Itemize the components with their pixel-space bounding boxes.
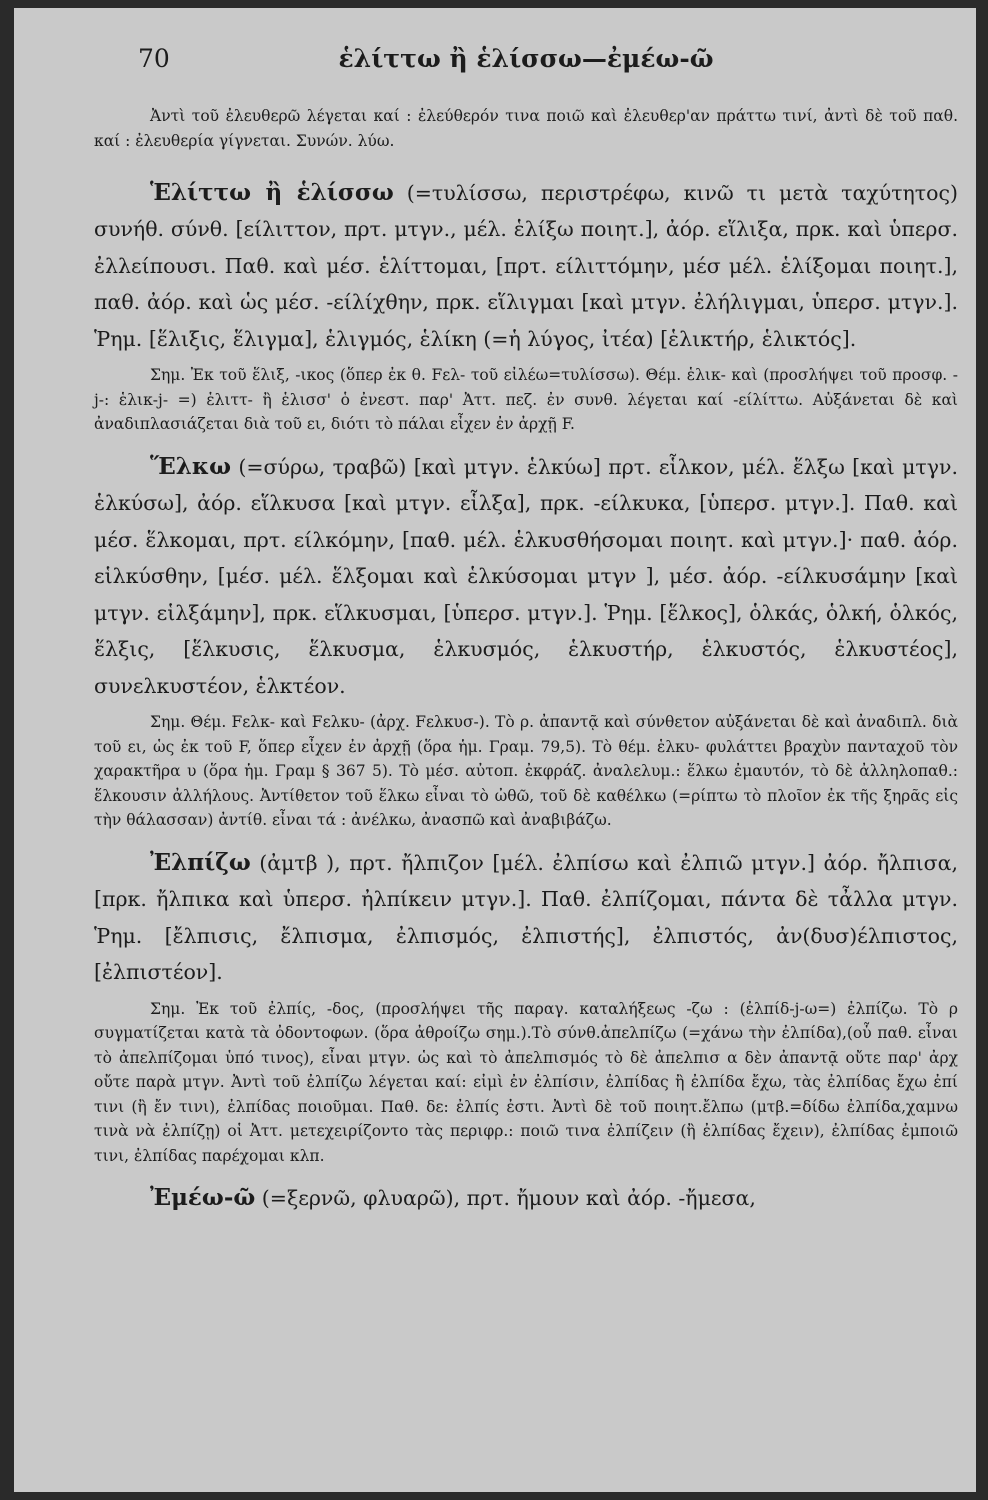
entry-lemma: Ἐλπίζω [150,848,251,876]
running-head: ἑλίττω ἢ ἑλίσσω—ἐμέω-ῶ [338,44,714,73]
entry-lemma: Ἑλίττω ἢ ἑλίσσω [150,178,394,206]
entry-body: Ἑλίττω ἢ ἑλίσσω (=τυλίσσω, περιστρέφω, κινῶ τι μετὰ ταχύτητος) συνήθ. σύνθ. [είλιττον, πρτ. μτγν., μέλ. ἑλίξω ποιητ.], ἀόρ. εἵλιξα, πρκ. καὶ ὑπερσ. ἐλλείπουσι. Παθ. καὶ μέσ. ἑλίττομαι, [πρτ. είλιττόμην, μέσ μέλ. ἑλίξομαι ποιητ.], παθ. ἀόρ. καὶ ὡς μέσ. -είλίχθην, πρκ. εἵλιγμαι [καὶ μτγν. ἐλήλιγμαι, ὑπερσ. μτγν.]. Ῥημ. [ἕλιξις, ἕλιγμα], ἑλιγμός, ἑλίκη (=ἡ λύγος, ἰτέα) [ἑλικτήρ, ἑλικτός]. [94,178,958,351]
entry-body: Ἐμέω-ῶ (=ξερνῶ, φλυαρῶ), πρτ. ἤμουν καὶ ἀόρ. -ἤμεσα, [150,1184,756,1211]
entry-elitto [94,175,958,437]
entry-note: Σημ. Ἐκ τοῦ ἐλπίς, -δος, (προσλήψει τῆς παραγ. καταλήξεως -ζω : (ἐλπίδ-j-ω=) ἐλπίζω. Τὸ ρ συγματίζεται κατὰ τὰ ὀδοντοφων. (ὅρα ἀθροίζω σημ.).Τὸ σύνθ.ἀπελπίζω (=χάνω τὴν ἐλπίδα),(οὗ παθ. εἶναι τὸ ἀπελπίζομαι ὑπό τινος), εἶναι μτγν. ὡς καὶ τὸ ἀπελπισμός τὸ δὲ ἀπελπισ α δὲν ἀπαντᾷ οὔτε παρ' ἀρχ οὔτε παρὰ μτγν. Ἀντὶ τοῦ ἐλπίζω λέγεται καί: εἰμὶ ἐν ἐλπίσιν, ἐλπίδας ἢ ἐλπίδα ἔχω, τὰς ἐλπίδας ἔχω ἐπί τινι (ἢ ἔν τινι), ἐλπίδας ποιοῦμαι. Παθ. δε: ἐλπίς ἐστι. Ἀντὶ δὲ τοῦ ποιητ.ἔλπω (μτβ.=δίδω ἐλπίδα,χαμνω τινὰ νὰ ἐλπίζῃ) οἱ Ἀττ. μετεχειρίζοντο τὰς περιφρ.: ποιῶ τινα ἐλπίζειν (ἢ ἐλπίδας ἔχειν), ἐλπίδας ἐμποιῶ τινι, ἐλπίδας παρέχομαι κλπ. [94,999,958,1165]
page-header [94,44,958,84]
page-number: 70 [138,44,170,73]
entry-lemma: Ἐμέω-ῶ [150,1184,256,1211]
entry-lemma: Ἕλκω [150,452,232,480]
intro-note: Ἀντὶ τοῦ ἐλευθερῶ λέγεται καί : ἐλεύθερόν τινα ποιῶ καὶ ἐλευθερ'αν πράττω τινί, ἀντὶ δὲ τοῦ παθ. καί : ἐλευθερία γίγνεται. Συνών. λύω. [94,107,958,150]
entry-body: Ἐλπίζω (ἀμτβ ), πρτ. ἤλπιζον [μέλ. ἐλπίσω καὶ ἐλπιῶ μτγν.] ἀόρ. ἤλπισα, [πρκ. ἤλπικα καὶ ὑπερσ. ἠλπίκειν μτγν.]. Παθ. ἐλπίζομαι, πάντα δὲ τἆλλα μτγν. Ῥημ. [ἔλπισις, ἔλπισμα, ἐλπισμός, ἐλπιστής], ἐλπιστός, ἀν(δυσ)έλπιστος, [ἐλπιστέον]. [94,848,958,984]
dictionary-page [14,8,976,1492]
entry-emeo [94,1180,958,1217]
entry-body: Ἕλκω (=σύρω, τραβῶ) [καὶ μτγν. ἑλκύω] πρτ. εἷλκον, μέλ. ἕλξω [καὶ μτγν. ἑλκύσω], ἀόρ. εἵλκυσα [καὶ μτγν. εἷλξα], πρκ. -είλκυκα, [ὑπερσ. μτγν.]. Παθ. καὶ μέσ. ἕλκομαι, πρτ. είλκόμην, [παθ. μέλ. ἑλκυσθήσομαι ποιητ. καὶ μτγν.]· παθ. ἀόρ. εἱλκύσθην, [μέσ. μέλ. ἕλξομαι καὶ ἑλκύσομαι μτγν ], μέσ. ἀόρ. -είλκυσάμην [καὶ μτγν. εἱλξάμην], πρκ. εἵλκυσμαι, [ὑπερσ. μτγν.]. Ῥημ. [ἕλκος], ὁλκάς, ὁλκή, ὁλκός, ἕλξις, [ἕλκυσις, ἕλκυσμα, ἑλκυσμός, ἑλκυστήρ, ἑλκυστός, ἑλκυστέος], συνελκυστέον, ἑλκτέον. [94,452,958,698]
entry-elpizo [94,845,958,1169]
entry-note: Σημ. Θέμ. Fελκ- καὶ Fελκυ- (ἀρχ. Fελκυσ-). Τὸ ρ. ἀπαντᾷ καὶ σύνθετον αὐξάνεται δὲ καὶ ἀναδιπλ. διὰ τοῦ ει, ὡς ἐκ τοῦ F, ὅπερ εἶχεν ἐν ἀρχῇ (ὅρα ἡμ. Γραμ. 79,5). Τὸ θέμ. ἑλκυ- φυλάττει βραχὺν πανταχοῦ τὸν χαρακτῆρα υ (ὅρα ἡμ. Γραμ § 367 5). Τὸ μέσ. αὐτοπ. ἐκφράζ. ἀναλελυμ.: ἕλκω ἐμαυτόν, τὸ δὲ ἀλληλοπαθ.: ἕλκουσιν ἀλλήλους. Ἀντίθετον τοῦ ἕλκω εἶναι τὸ ὠθῶ, τοῦ δὲ καθέλκω (=ρίπτω τὸ πλοῖον ἐκ τῆς ξηρᾶς εἰς τὴν θάλασσαν) ἀντίθ. εἶναι τά : ἀνέλκω, ἀνασπῶ καὶ ἀναβιβάζω. [94,713,958,829]
entry-helko [94,449,958,833]
entry-note: Σημ. Ἐκ τοῦ ἕλιξ, -ικος (ὅπερ ἐκ θ. Fελ- τοῦ εἰλέω=τυλίσσω). Θέμ. ἑλικ- καὶ (προσλήψει τοῦ προσφ. -j-: ἑλικ-j- =) ἑλιττ- ἢ ἑλισσ' ὁ ἐνεστ. παρ' Ἀττ. πεζ. ἐν συνθ. λέγεται καί -είλίττω. Αὐξάνεται δὲ καὶ ἀναδιπλασιάζεται διὰ τοῦ ει, διότι τὸ πάλαι εἶχεν ἐν ἀρχῇ F. [94,366,958,433]
